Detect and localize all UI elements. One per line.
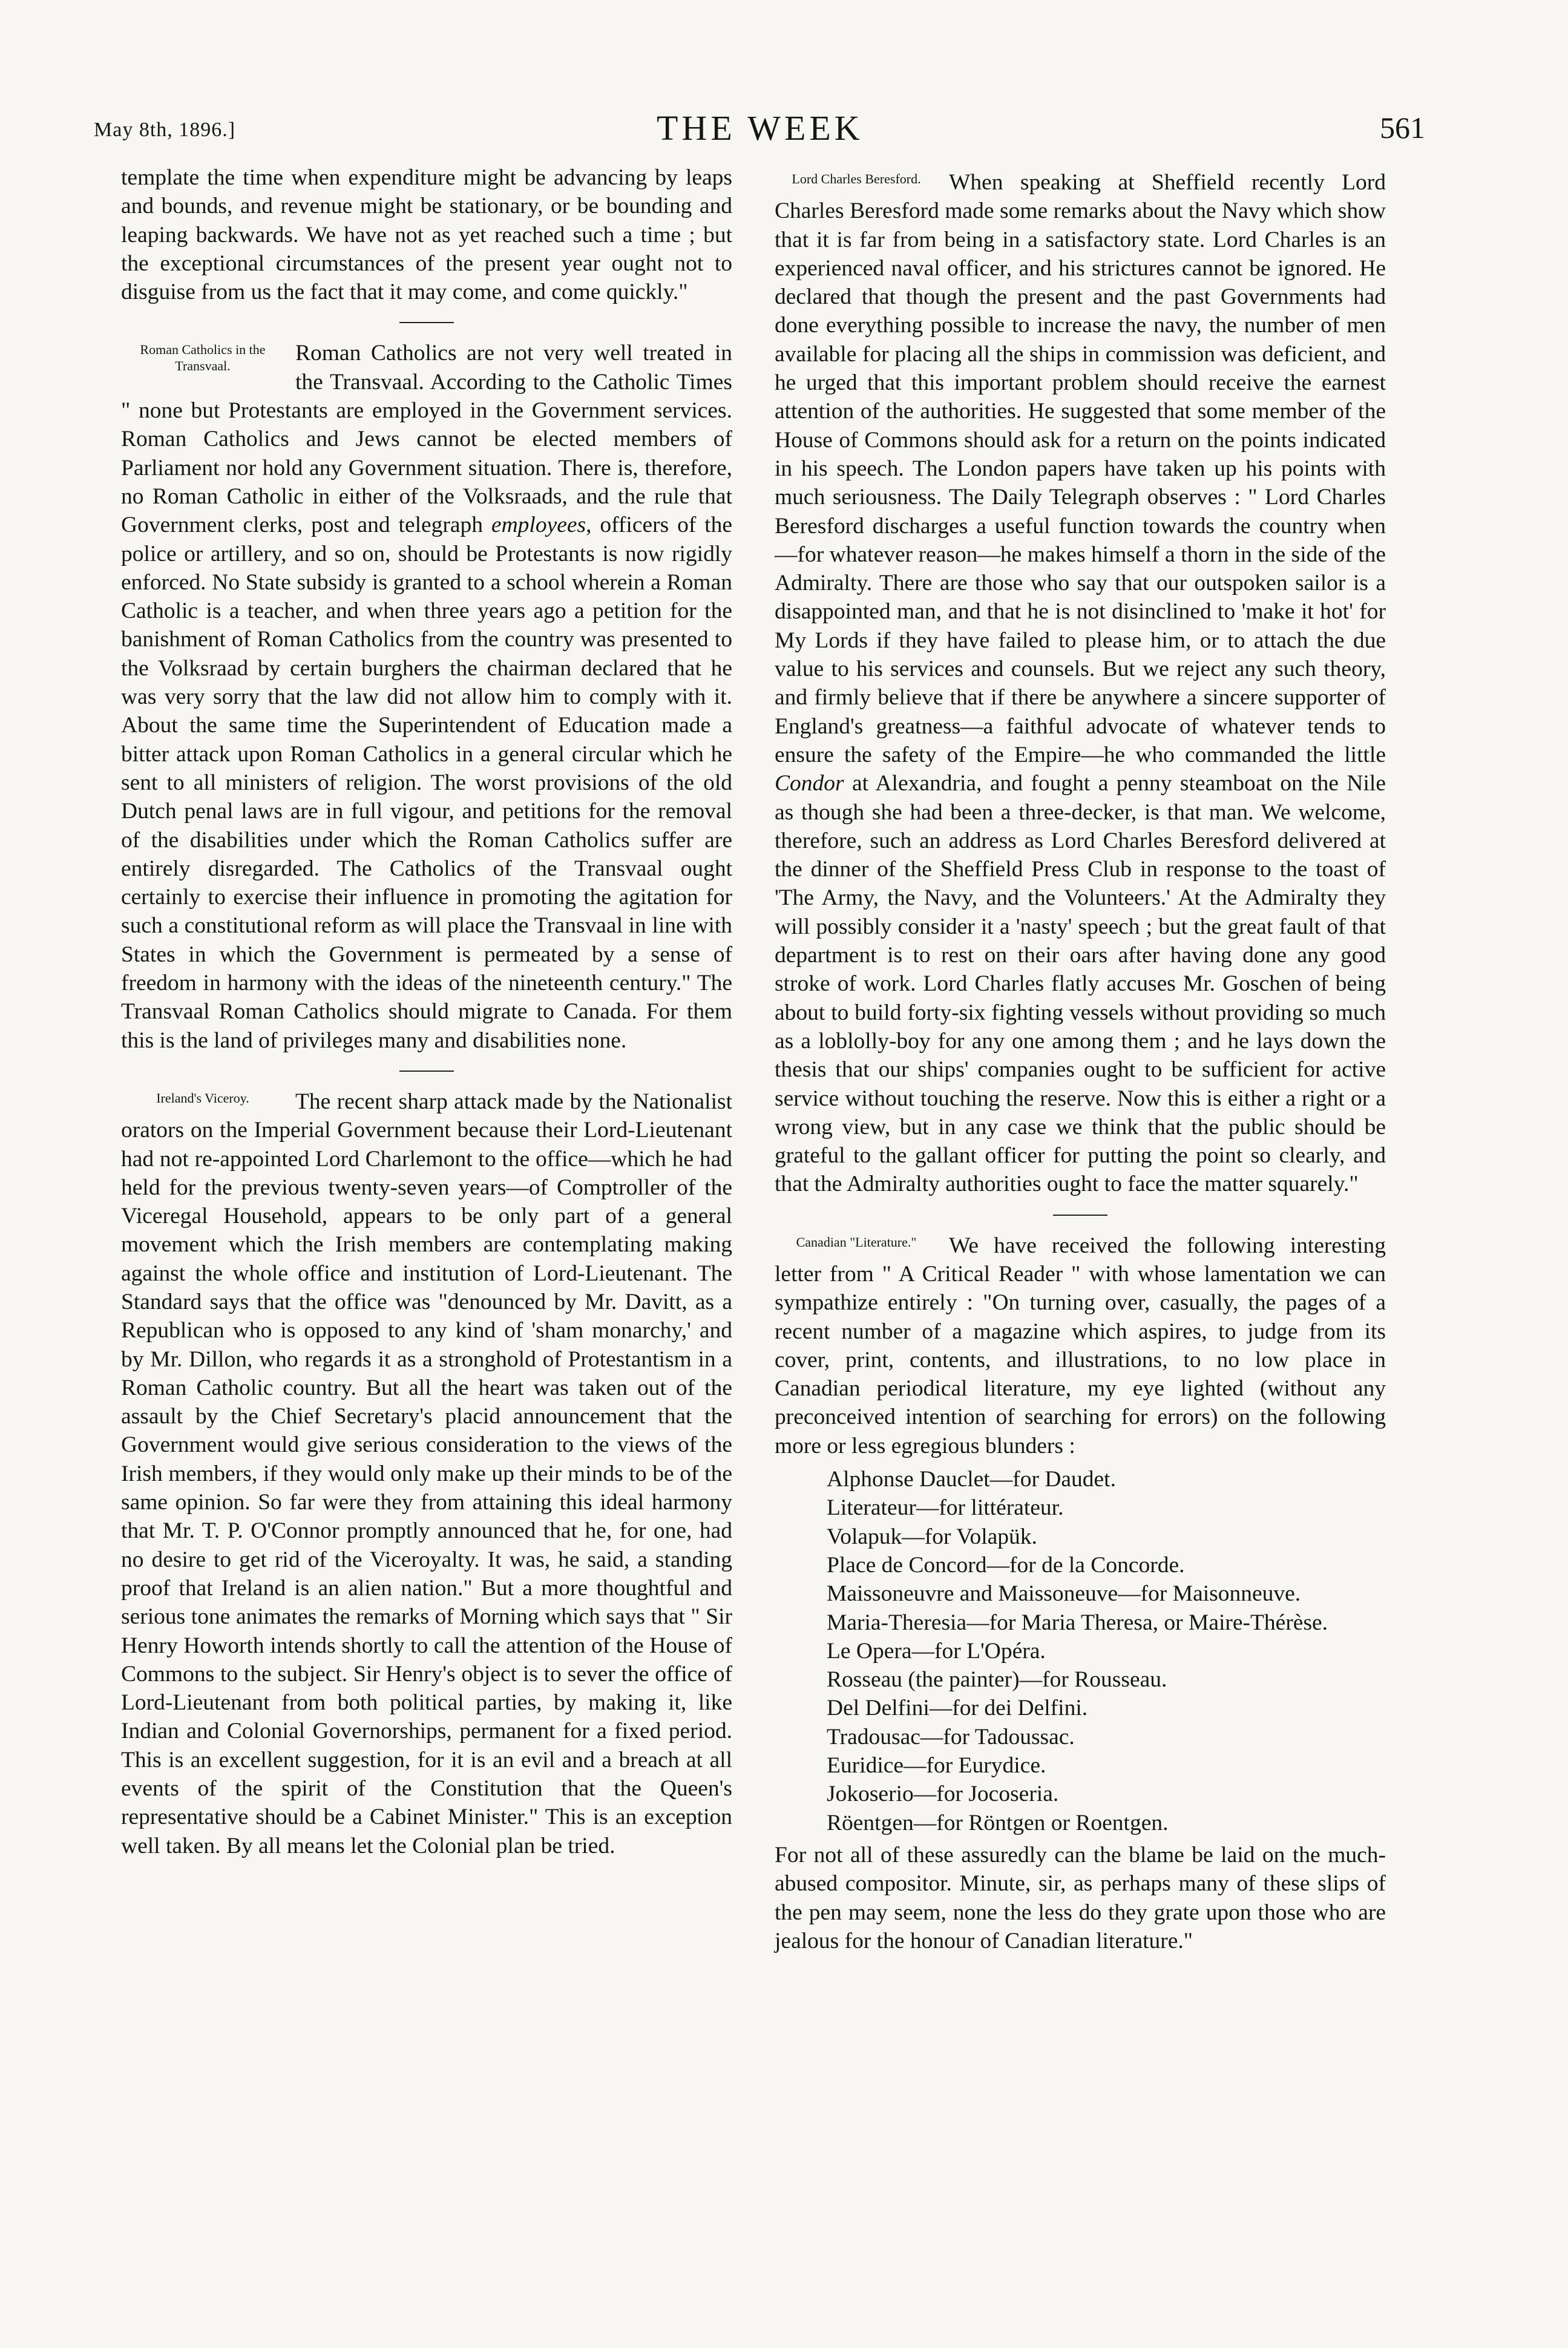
right-column <box>775 163 1386 1955</box>
canadian-closing: For not all of these assuredly can the blame be laid on the much-abused compositor. Minute, sir, as perhaps many of these slips of the pen may seem, none the less do they grate upon those who are jealous for the honour of Canadian literature." <box>775 1842 1386 1953</box>
side-heading-ireland: Ireland's Viceroy. <box>156 1090 249 1106</box>
list-item: Euridice—for Eurydice. <box>827 1753 1046 1779</box>
list-item: Maissoneuvre and Maissoneuve—for Maisonneuve. <box>827 1581 1301 1607</box>
list-item: Volapuk—for Volapük. <box>827 1524 1037 1549</box>
page-number: 561 <box>1380 111 1425 145</box>
list-item: Tradousac—for Tadoussac. <box>827 1724 1075 1750</box>
list-item: Jokoserio—for Jocoseria. <box>827 1782 1059 1807</box>
blunders-list <box>827 1465 1386 1837</box>
left-column <box>121 163 732 1860</box>
list-item: Literateur—for littérateur. <box>827 1495 1064 1521</box>
issue-date: May 8th, 1896.] <box>94 119 236 141</box>
canadian-intro: We have received the following interesting letter from " A Critical Reader " with whose lamentation we can sympathize entirely : "On turning over, casually, the pages of a recent number of a magazine which aspires, to judge from its cover, print, contents, and illustrations, to no low place in Canadian periodical literature, my eye lighted (without any preconceived intention of searching for errors) on the following more or less egregious blunders : <box>775 1233 1386 1458</box>
section-divider <box>399 1071 454 1072</box>
page-header <box>94 108 1425 156</box>
side-heading-beresford: Lord Charles Beresford. <box>792 171 921 186</box>
article-transvaal <box>121 339 732 1054</box>
ireland-paragraph: The recent sharp attack made by the Nationalist orators on the Imperial Government because their Lord-Lieutenant had not re-appointed Lord Charlemont to the office—which he had held for the previous twenty-seven years—of Comptroller of the Viceregal Household, appears to be only part of a general movement which the Irish members are contemplating making against the whole office and institution of Lord-Lieutenant. The Standard says that the office was "denounced by Mr. Davitt, as a Republican who is opposed to any kind of 'sham monarchy,' and by Mr. Dillon, who regards it as a stronghold of Protestantism in a Roman Catholic country. But all the heart was taken out of the assault by the Chief Secretary's placid announcement that the Government would give serious consideration to the views of the Irish members, if they would only make up their minds to be of the same opinion. So far were they from attaining this ideal harmony that Mr. T. P. O'Connor promptly announced that he, for one, had no desire to get rid of the Viceroyalty. It was, he said, a standing proof that Ireland is an alien nation." But a more thoughtful and serious tone animates the remarks of Morning which says that " Sir Henry Howorth intends shortly to call the attention of the House of Commons to the subject. Sir Henry's object is to sever the office of Lord-Lieutenant from both political parties, by making it, like Indian and Colonial Governorships, permanent for a fixed period. This is an excellent suggestion, for it is an evil and a breach at all events of the spirit of the Constitution that the Queen's representative should be a Cabinet Minister." This is an exception well taken. By all means let the Colonial plan be tried. <box>121 1089 732 1858</box>
list-item: Place de Concord—for de la Concorde. <box>827 1552 1185 1578</box>
article-ireland <box>121 1087 732 1860</box>
list-item: Rosseau (the painter)—for Rousseau. <box>827 1667 1167 1693</box>
section-divider <box>399 322 454 323</box>
article-canadian-literature <box>775 1231 1386 1955</box>
list-item: Del Delfini—for dei Delfini. <box>827 1696 1088 1721</box>
transvaal-paragraph: Roman Catholics are not very well treated in the Transvaal. According to the Catholic Times " none but Protestants are employed in the Government services. Roman Catholics and Jews cannot be elected members of Parliament nor hold any Government situation. There is, therefore, no Roman Catholic in either of the Volksraads, and the rule that Government clerks, post and telegraph employees, officers of the police or artillery, and so on, should be Protestants is now rigidly enforced. No State subsidy is granted to a school wherein a Roman Catholic is a teacher, and when three years ago a petition for the banishment of Roman Catholics from the country was presented to the Volksraad by certain burghers the chairman declared that he was very sorry that the law did not allow him to comply with it. About the same time the Superintendent of Education made a bitter attack upon Roman Catholics in a general circular which he sent to all ministers of religion. The worst provisions of the old Dutch penal laws are in full vigour, and petitions for the removal of the disabilities under which the Roman Catholics suffer are entirely disregarded. The Catholics of the Transvaal ought certainly to exercise their influence in promoting the agitation for such a constitutional reform as will place the Transvaal in line with States in which the Government is permeated by a sense of freedom in harmony with the ideas of the nineteenth century." The Transvaal Roman Catholics should migrate to Canada. For them this is the land of privileges many and disabilities none. <box>121 341 732 1053</box>
list-item: Röentgen—for Röntgen or Roentgen. <box>827 1810 1169 1835</box>
article-beresford <box>775 168 1386 1199</box>
journal-title: THE WEEK <box>657 108 864 148</box>
side-heading-transvaal: Roman Catholics in the Transvaal. <box>140 342 266 374</box>
list-item: Maria-Theresia—for Maria Theresa, or Maire-Thérèse. <box>827 1610 1328 1635</box>
section-divider <box>1053 1215 1107 1216</box>
list-item: Le Opera—for L'Opéra. <box>827 1638 1046 1664</box>
list-item: Alphonse Dauclet—for Daudet. <box>827 1467 1116 1492</box>
continuation-paragraph: template the time when expenditure might be advancing by leaps and bounds, and revenue might be stationary, or be bounding and leaping backwards. We have not as yet reached such a time ; but the exceptional circumstances of the present year ought not to disguise from us the fact that it may come, and come quickly." <box>121 165 732 305</box>
side-heading-canadian: Canadian "Literature." <box>796 1234 917 1250</box>
beresford-paragraph: When speaking at Sheffield recently Lord Charles Beresford made some remarks about the Navy which show that it is far from being in a satisfactory state. Lord Charles is an experienced naval officer, and his strictures cannot be ignored. He declared that though the present and the past Governments had done everything possible to increase the navy, the number of men available for placing all the ships in commission was deficient, and he urged that this important problem should receive the earnest attention of the authorities. He suggested that some member of the House of Commons should ask for a return on the points indicated in his speech. The London papers have taken up his points with much seriousness. The Daily Telegraph observes : " Lord Charles Beresford discharges a useful function towards the country when—for whatever reason—he makes himself a thorn in the side of the Admiralty. There are those who say that our outspoken sailor is a disappointed man, and that he is not disinclined to 'make it hot' for My Lords if they have failed to please him, or to attach the due value to his services and counsels. But we reject any such theory, and firmly believe that if there be anywhere a sincere supporter of England's greatness—a faithful advocate of whatever tends to ensure the safety of the Empire—he who commanded the little Condor at Alexandria, and fought a penny steamboat on the Nile as though she had been a three-decker, is that man. We welcome, therefore, such an address as Lord Charles Beresford delivered at the dinner of the Sheffield Press Club in response to the toast of 'The Army, the Navy, and the Volunteers.' At the Admiralty they will possibly consider it a 'nasty' speech ; but the great fault of that department is to rest on their oars after having done any good stroke of work. Lord Charles flatly accuses Mr. Goschen of being about to build forty-six fighting vessels without providing so much as a loblolly-boy for any one among them ; and he lays down the thesis that our ships' companies ought to be sufficient for active service without touching the reserve. Now this is either a right or a wrong view, but in any case we think that the public should be grateful to the gallant officer for putting the point so clearly, and that the Admiralty authorities ought to face the matter squarely." <box>775 170 1386 1197</box>
